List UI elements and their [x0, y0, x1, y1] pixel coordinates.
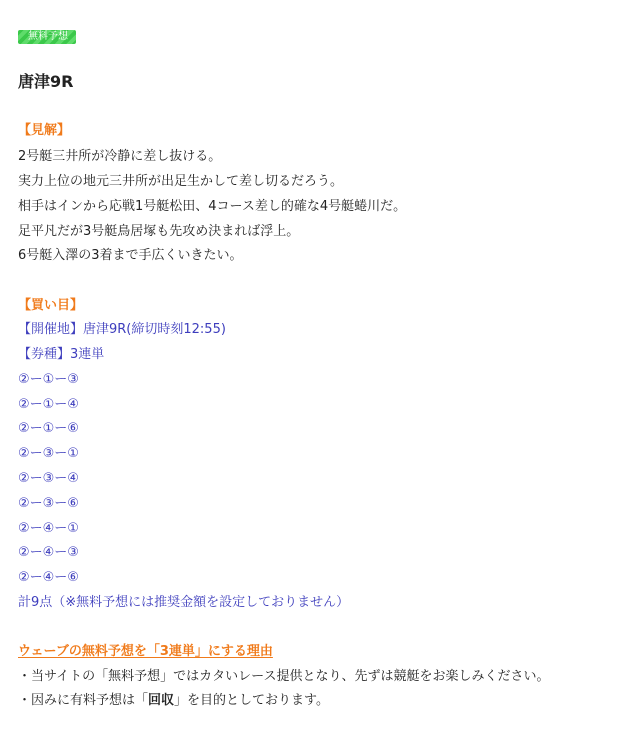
view-heading: 【見解】 — [18, 123, 71, 138]
bet-combo: ②ー③ー① — [18, 446, 79, 461]
venue-line: 【開催地】唐津9R(締切時刻12:55) — [18, 322, 226, 337]
bet-combo: ②ー①ー③ — [18, 372, 79, 387]
view-line: 相手はインから応戦1号艇松田、4コース差し的確な4号艇蜷川だ。 — [18, 199, 407, 214]
bet-combo: ②ー④ー① — [18, 521, 79, 536]
reason-line-text: ・因みに有料予想は「 — [18, 693, 149, 708]
reason-line-text: 」を目的としております。 — [174, 693, 329, 708]
bet-combo: ②ー④ー③ — [18, 545, 79, 560]
bet-combo: ②ー③ー④ — [18, 471, 79, 486]
bet-combo: ②ー①ー④ — [18, 397, 79, 412]
reason-line: ・当サイトの「無料予想」ではカタいレース提供となり、先ずは競艇をお楽しみください。 — [18, 669, 550, 684]
bet-type-line: 【券種】3連単 — [18, 347, 105, 362]
reason-line — [18, 692, 329, 710]
view-line: 2号艇三井所が冷静に差し抜ける。 — [18, 149, 222, 164]
bet-combo: ②ー③ー⑥ — [18, 496, 79, 511]
view-line: 実力上位の地元三井所が出足生かして差し切るだろう。 — [18, 174, 344, 189]
bet-combo: ②ー①ー⑥ — [18, 421, 79, 436]
race-title: 唐津9R — [18, 72, 74, 91]
free-prediction-badge: 無料予想 — [18, 30, 76, 44]
reason-keyword: 回収 — [148, 693, 175, 708]
view-line: 足平凡だが3号艇鳥居塚も先攻め決まれば浮上。 — [18, 224, 300, 239]
reason-heading: ウェーブの無料予想を「3連単」にする理由 — [18, 644, 273, 659]
bet-total: 計9点（※無料予想には推奨金額を設定しておりません） — [18, 595, 350, 610]
view-line: 6号艇入澤の3着まで手広くいきたい。 — [18, 248, 243, 263]
bet-combo: ②ー④ー⑥ — [18, 570, 79, 585]
bets-heading: 【買い目】 — [18, 298, 84, 313]
